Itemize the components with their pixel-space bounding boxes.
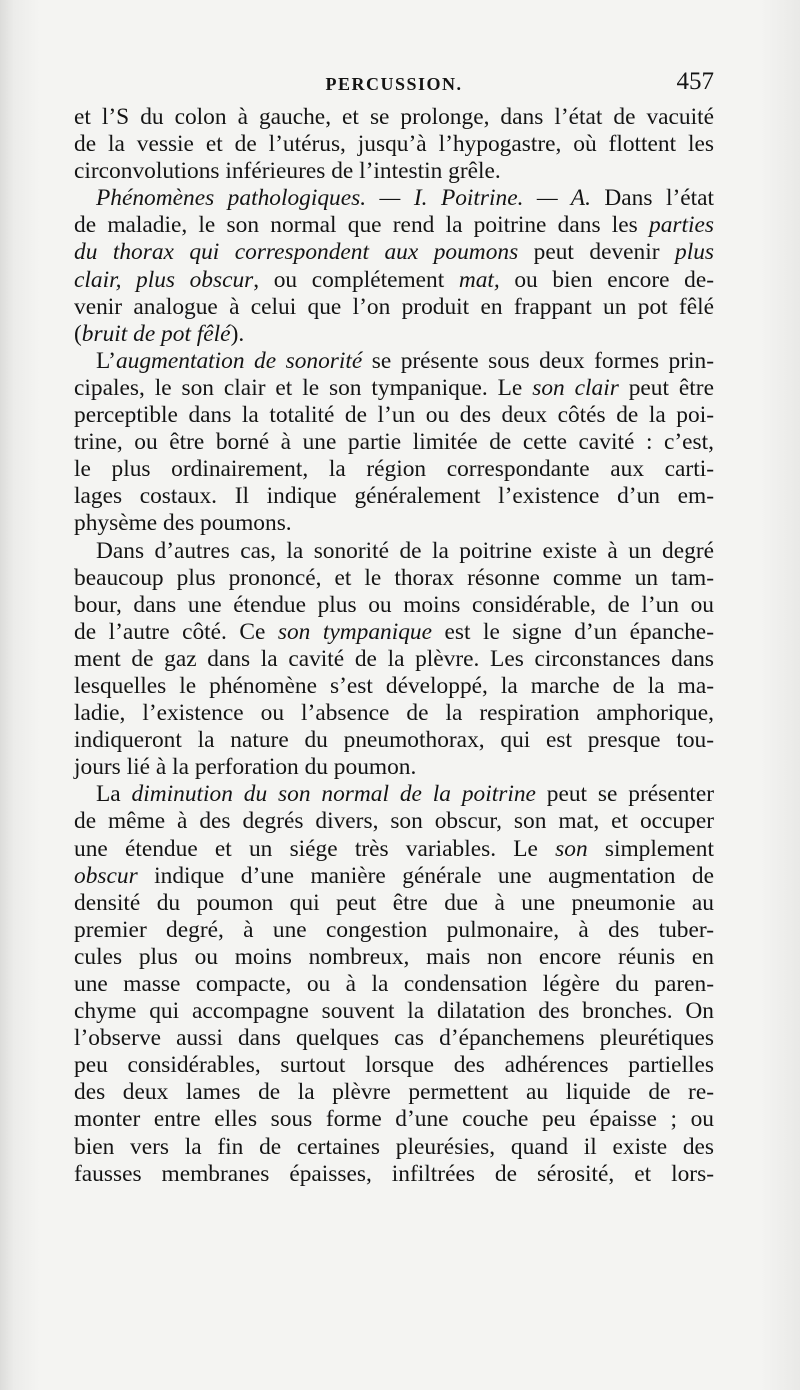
text-line: une masse compacte, ou à la condensation légère du paren-: [74, 971, 714, 997]
emphasis: son tympanique: [277, 618, 432, 645]
text-span: indique d’une manière générale une augmentation de: [137, 862, 714, 889]
text-span: Dans l’état: [590, 185, 714, 212]
text-span: une étendue et un siége très variables. Le: [74, 835, 556, 862]
text-span: de maladie, le son normal que rend la poitrine dans les: [74, 212, 650, 239]
text-line: beaucoup plus prononcé, et le thorax résonne comme un tam-: [74, 564, 714, 591]
text-line: perceptible dans la totalité de l’un ou des deux côtés de la poi-: [74, 402, 714, 429]
text-line: [74, 212, 714, 239]
section-heading: Phénomènes pathologiques. — I. Poitrine. — A.: [96, 185, 591, 212]
text-line: cules plus ou moins nombreux, mais non encore réunis en: [74, 943, 714, 970]
emphasis: son: [555, 835, 588, 862]
text-span: ou bien encore de-: [499, 266, 715, 293]
text-line: ladie, l’existence ou l’absence de la respiration amphorique,: [74, 700, 714, 727]
text-line: [74, 781, 714, 808]
text-line: [74, 267, 714, 294]
emphasis: bruit de pot fêlé: [81, 320, 231, 347]
text-span: cipales, le son clair et le son tympanique. Le: [74, 374, 533, 401]
text-line: [74, 375, 714, 402]
emphasis: plus: [675, 239, 714, 266]
emphasis: son clair: [532, 374, 619, 401]
text-line: [74, 321, 714, 348]
emphasis: obscur: [74, 862, 138, 889]
emphasis: mat,: [458, 266, 500, 293]
text-line: [74, 239, 714, 266]
text-line: [74, 619, 714, 646]
text-line: lages costaux. Il indique généralement l’existence d’un em-: [74, 483, 714, 510]
text-span: simplement: [587, 835, 714, 862]
text-line: premier degré, à une congestion pulmonaire, à des tuber-: [74, 916, 714, 943]
emphasis: du thorax qui correspondent aux poumons: [74, 239, 519, 266]
text-span: (: [74, 320, 82, 347]
page-header: [74, 68, 714, 104]
text-line: chyme qui accompagne souvent la dilatation des bronches. On: [74, 998, 714, 1025]
text-span: , ou complétement: [253, 266, 459, 293]
text-span: ).: [230, 320, 245, 347]
text-span: est le signe d’un épanche-: [432, 618, 714, 645]
text-line: [74, 863, 714, 890]
text-line: [74, 185, 714, 212]
text-span: peut devenir: [518, 239, 675, 266]
text-line: physème des poumons.: [74, 510, 292, 537]
text-line: densité du poumon qui peut être due à une pneumonie au: [74, 889, 714, 916]
text-line: et l’S du colon à gauche, et se prolonge, dans l’état de vacuité: [74, 104, 714, 130]
body-text: [74, 104, 714, 1188]
text-line: monter entre elles sous forme d’une couche peu épaisse ; ou: [74, 1106, 714, 1133]
emphasis: augmentation de sonorité: [115, 347, 363, 374]
text-line: [74, 836, 714, 863]
text-line: bour, dans une étendue plus ou moins considérable, de l’un ou: [74, 591, 714, 618]
text-line: ment de gaz dans la cavité de la plèvre. Les circonstances dans: [74, 645, 714, 672]
text-span: peut se présenter: [535, 781, 714, 808]
emphasis: parties: [649, 212, 714, 239]
emphasis: clair, plus obscur: [74, 266, 254, 293]
text-line: circonvolutions inférieures de l’intestin grêle.: [74, 158, 501, 185]
text-line: des deux lames de la plèvre permettent au liquide de re-: [74, 1079, 714, 1106]
text-line: le plus ordinairement, la région correspondante aux carti-: [74, 456, 714, 483]
text-span: L’: [96, 347, 116, 374]
running-title: PERCUSSION.: [325, 74, 463, 94]
text-line: venir analogue à celui que l’on produit en frappant un pot fêlé: [74, 293, 714, 320]
text-line: [74, 348, 714, 375]
text-line: Dans d’autres cas, la sonorité de la poitrine existe à un degré: [96, 537, 714, 564]
text-line: bien vers la fin de certaines pleurésies, quand il existe des: [74, 1133, 714, 1160]
text-line: indiqueront la nature du pneumothorax, qui est presque tou-: [74, 727, 714, 754]
text-span: se présente sous deux formes prin-: [362, 347, 714, 374]
text-line: de même à des degrés divers, son obscur, son mat, et occuper: [74, 808, 714, 835]
text-span: La: [96, 781, 132, 808]
text-line: jours lié à la perforation du poumon.: [74, 754, 417, 781]
text-line: fausses membranes épaisses, infiltrées de sérosité, et lors-: [74, 1160, 714, 1187]
text-line: trine, ou être borné à une partie limitée de cette cavité : c’est,: [74, 429, 714, 456]
text-line: l’observe aussi dans quelques cas d’épanchemens pleurétiques: [74, 1025, 714, 1052]
text-span: de l’autre côté. Ce: [74, 618, 278, 645]
text-line: de la vessie et de l’utérus, jusqu’à l’hypogastre, où flottent les: [74, 131, 714, 158]
emphasis: diminution du son normal de la poitrine: [131, 781, 536, 808]
text-line: peu considérables, surtout lorsque des adhérences partielles: [74, 1052, 714, 1079]
text-span: peut être: [618, 374, 714, 401]
page-number: 457: [676, 68, 714, 95]
text-line: lesquelles le phénomène s’est développé, la marche de la ma-: [74, 672, 714, 699]
